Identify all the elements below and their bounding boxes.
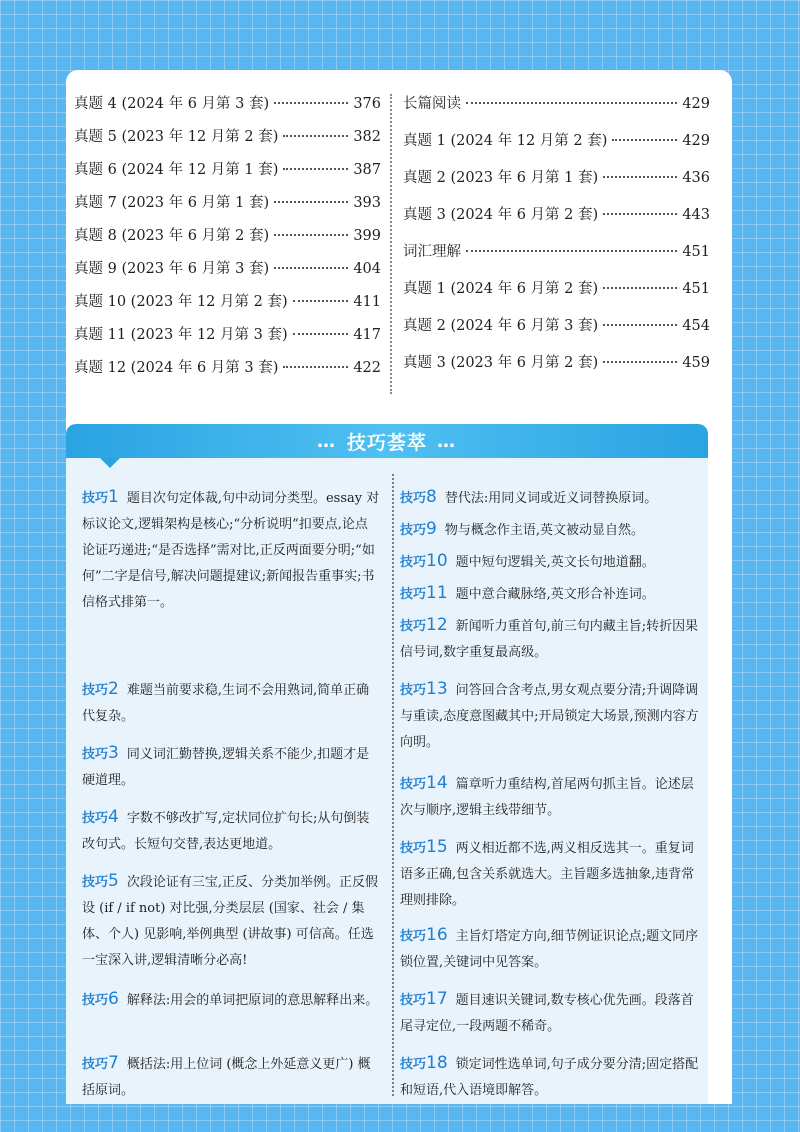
tip-label: 技巧	[400, 619, 427, 634]
tip-item	[400, 580, 700, 608]
leader-dots	[612, 139, 677, 141]
toc-page: 382	[353, 129, 381, 145]
tip-number: 9	[426, 519, 437, 539]
leader-dots	[274, 234, 348, 236]
tip-text: 新闻听力重首句,前三句内藏主旨;转折因果信号词,数字重复最高级。	[400, 619, 699, 660]
tip-item	[82, 484, 380, 616]
tip-label: 技巧	[82, 747, 109, 762]
toc-page: 376	[353, 96, 381, 112]
tip-label: 技巧	[400, 1057, 427, 1072]
tip-label: 技巧	[400, 555, 427, 570]
tip-text: 替代法:用同义词或近义词替换原词。	[444, 491, 658, 506]
toc-entry[interactable]	[74, 125, 381, 149]
leader-dots	[293, 300, 349, 302]
tip-number: 18	[426, 1053, 448, 1073]
toc-entry[interactable]	[403, 203, 710, 227]
tip-number: 6	[108, 989, 119, 1009]
toc-section-heading[interactable]	[403, 240, 710, 264]
toc-entry[interactable]	[74, 191, 381, 215]
tip-item	[400, 834, 700, 914]
tip-label: 技巧	[82, 491, 109, 506]
toc-page: 411	[353, 294, 381, 310]
toc-entry[interactable]	[74, 224, 381, 248]
toc-entry[interactable]	[403, 314, 710, 338]
toc-entry[interactable]	[74, 323, 381, 347]
tip-number: 3	[108, 743, 119, 763]
tip-label: 技巧	[82, 683, 109, 698]
tip-item	[400, 612, 700, 666]
toc-title: 长篇阅读	[403, 96, 461, 112]
tip-text: 题目次句定体裁,句中动词分类型。essay 对标议论文,逻辑架构是核心;“分析说明”扣要点,论点论证巧递进;“是否选择”需对比,正反两面要分明;“如何”二字是信号,解决问题提建议;新闻报告重事实;书信格式排第一。	[82, 491, 380, 610]
leader-dots	[283, 366, 348, 368]
tip-text: 题目速识关键词,数专核心优先画。段落首尾寻定位,一段两题不稀奇。	[400, 993, 694, 1034]
toc-page: 451	[682, 244, 710, 260]
page-sheet	[66, 70, 732, 1104]
tip-label: 技巧	[82, 1057, 109, 1072]
tip-number: 13	[426, 679, 448, 699]
tip-number: 8	[426, 487, 437, 507]
toc-page: 417	[353, 327, 381, 343]
tip-item	[82, 1050, 380, 1104]
tip-number: 2	[108, 679, 119, 699]
tip-label: 技巧	[82, 993, 109, 1008]
tip-number: 10	[426, 551, 448, 571]
tip-text: 难题当前要求稳,生词不会用熟词,简单正确代复杂。	[82, 683, 370, 724]
leader-dots	[274, 267, 348, 269]
tip-item	[400, 484, 700, 512]
tip-label: 技巧	[82, 875, 109, 890]
tip-text: 字数不够改扩写,定状同位扩句长;从句倒装改句式。长短句交替,表达更地道。	[82, 811, 370, 852]
tip-text: 两义相近都不选,两义相反选其一。重复词语多正确,包含关系就选大。主旨题多选抽象,违背常理则排除。	[400, 841, 695, 908]
toc-title: 真题 4 (2024 年 6 月第 3 套)	[74, 96, 270, 112]
table-of-contents	[74, 92, 728, 392]
tip-number: 12	[426, 615, 448, 635]
tip-item	[82, 986, 380, 1014]
toc-page: 429	[682, 133, 710, 149]
tip-text: 篇章听力重结构,首尾两句抓主旨。论述层次与顺序,逻辑主线带细节。	[400, 777, 694, 818]
tip-item	[400, 1050, 700, 1104]
toc-entry[interactable]	[403, 166, 710, 190]
tips-panel	[66, 458, 708, 1104]
tip-item	[82, 868, 380, 974]
toc-page: 422	[353, 360, 381, 376]
leader-dots	[603, 361, 677, 363]
toc-entry[interactable]	[403, 277, 710, 301]
leader-dots	[274, 201, 348, 203]
tip-item	[82, 804, 380, 858]
tip-number: 4	[108, 807, 119, 827]
toc-page: 443	[682, 207, 710, 223]
tip-text: 题中短句逻辑关,英文长句地道翻。	[455, 555, 655, 570]
tip-text: 题中意合藏脉络,英文形合补连词。	[455, 587, 655, 602]
tip-number: 15	[426, 837, 448, 857]
tip-label: 技巧	[400, 491, 427, 506]
tip-number: 14	[426, 773, 448, 793]
toc-page: 454	[682, 318, 710, 334]
toc-title: 真题 1 (2024 年 12 月第 2 套)	[403, 133, 608, 149]
tip-text: 同义词汇勤替换,逻辑关系不能少,扣题才是硬道理。	[82, 747, 370, 788]
tip-item	[400, 676, 700, 756]
tip-label: 技巧	[400, 523, 427, 538]
toc-title: 真题 7 (2023 年 6 月第 1 套)	[74, 195, 270, 211]
toc-title: 词汇理解	[403, 244, 461, 260]
toc-page: 459	[682, 355, 710, 371]
toc-title: 真题 9 (2023 年 6 月第 3 套)	[74, 261, 270, 277]
section-banner	[66, 424, 708, 458]
toc-entry[interactable]	[403, 129, 710, 153]
banner-title: 技巧荟萃	[346, 431, 427, 454]
tip-label: 技巧	[82, 811, 109, 826]
tip-item	[82, 676, 380, 730]
tip-text: 锁定词性选单词,句子成分要分清;固定搭配和短语,代入语境即解答。	[400, 1057, 699, 1098]
banner-dots-right: …	[437, 430, 457, 452]
tip-item	[400, 986, 700, 1040]
tip-number: 1	[108, 487, 119, 507]
tip-label: 技巧	[400, 777, 427, 792]
toc-section-heading[interactable]	[403, 92, 710, 116]
toc-page: 436	[682, 170, 710, 186]
toc-title: 真题 5 (2023 年 12 月第 2 套)	[74, 129, 279, 145]
tip-text: 主旨灯塔定方向,细节例证识论点;题文同序锁位置,关键词中见答案。	[400, 929, 699, 970]
toc-page: 399	[353, 228, 381, 244]
toc-title: 真题 3 (2024 年 6 月第 2 套)	[403, 207, 599, 223]
leader-dots	[603, 176, 677, 178]
tip-number: 5	[108, 871, 119, 891]
toc-page: 404	[353, 261, 381, 277]
leader-dots	[603, 287, 677, 289]
toc-title: 真题 1 (2024 年 6 月第 2 套)	[403, 281, 599, 297]
toc-page: 387	[353, 162, 381, 178]
tip-label: 技巧	[400, 993, 427, 1008]
tip-item	[400, 922, 700, 976]
leader-dots	[293, 333, 349, 335]
leader-dots	[466, 250, 677, 252]
leader-dots	[603, 324, 677, 326]
toc-entry[interactable]	[74, 92, 381, 116]
tip-text: 次段论证有三宝,正反、分类加举例。正反假设 (if / if not) 对比强,分类层层 (国家、社会 / 集体、个人) 见影响,举例典型 (讲故事) 可信高。任选一宝深入讲,逻辑清晰分必高!	[82, 875, 378, 968]
tip-label: 技巧	[400, 587, 427, 602]
tip-item	[400, 516, 700, 544]
toc-entry[interactable]	[74, 290, 381, 314]
toc-title: 真题 12 (2024 年 6 月第 3 套)	[74, 360, 279, 376]
toc-title: 真题 8 (2023 年 6 月第 2 套)	[74, 228, 270, 244]
toc-page: 429	[682, 96, 710, 112]
leader-dots	[283, 168, 348, 170]
toc-page: 393	[353, 195, 381, 211]
tip-label: 技巧	[400, 841, 427, 856]
tip-number: 7	[108, 1053, 119, 1073]
toc-entry[interactable]	[74, 356, 381, 380]
toc-title: 真题 2 (2023 年 6 月第 1 套)	[403, 170, 599, 186]
leader-dots	[283, 135, 348, 137]
banner-pointer	[100, 458, 120, 468]
toc-title: 真题 2 (2024 年 6 月第 3 套)	[403, 318, 599, 334]
banner-dots-left: …	[316, 430, 337, 452]
tips-column-divider	[392, 474, 394, 1096]
toc-title: 真题 11 (2023 年 12 月第 3 套)	[74, 327, 288, 343]
toc-title: 真题 6 (2024 年 12 月第 1 套)	[74, 162, 279, 178]
tip-text: 解释法:用会的单词把原词的意思解释出来。	[126, 993, 379, 1008]
leader-dots	[603, 213, 677, 215]
toc-entry[interactable]	[74, 257, 381, 281]
tip-item	[400, 770, 700, 824]
leader-dots	[466, 102, 677, 104]
leader-dots	[274, 102, 348, 104]
tip-text: 问答回合含考点,男女观点要分清;升调降调与重读,态度意图藏其中;开局锁定大场景,预测内容方向明。	[400, 683, 699, 750]
tip-label: 技巧	[400, 683, 427, 698]
toc-entry[interactable]	[74, 158, 381, 182]
tip-number: 11	[426, 583, 448, 603]
tip-item	[400, 548, 700, 576]
tip-item	[82, 740, 380, 794]
tip-number: 16	[426, 925, 448, 945]
tip-number: 17	[426, 989, 448, 1009]
toc-title: 真题 3 (2023 年 6 月第 2 套)	[403, 355, 599, 371]
tip-text: 概括法:用上位词 (概念上外延意义更广) 概括原词。	[82, 1057, 371, 1098]
toc-entry[interactable]	[403, 351, 710, 375]
toc-column-divider	[390, 94, 392, 394]
tip-label: 技巧	[400, 929, 427, 944]
toc-title: 真题 10 (2023 年 12 月第 2 套)	[74, 294, 288, 310]
tip-text: 物与概念作主语,英文被动显自然。	[444, 523, 644, 538]
toc-page: 451	[682, 281, 710, 297]
